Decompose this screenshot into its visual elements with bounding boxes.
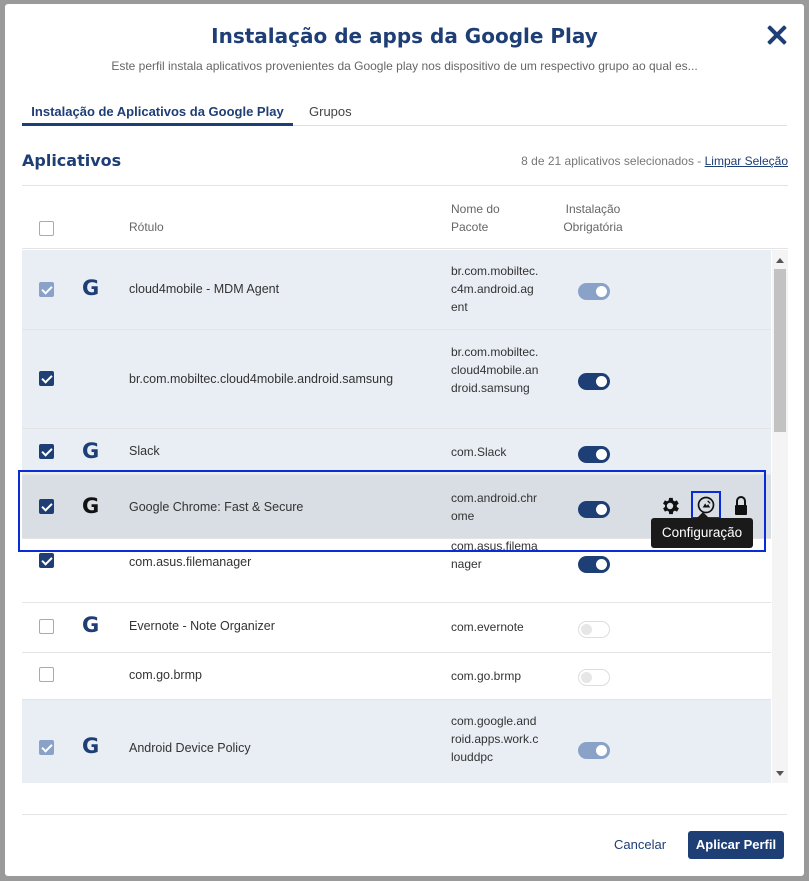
- row-checkbox[interactable]: [39, 619, 54, 634]
- app-package: com.evernote: [451, 620, 524, 634]
- select-all-checkbox[interactable]: [39, 221, 54, 236]
- mandatory-toggle[interactable]: [578, 621, 610, 638]
- scroll-down-icon[interactable]: [776, 771, 784, 776]
- google-icon: G: [82, 613, 100, 637]
- row-checkbox[interactable]: [39, 282, 54, 297]
- app-label: com.asus.filemanager: [129, 555, 252, 569]
- google-icon: G: [82, 494, 100, 518]
- header-mandatory: Instalação Obrigatória: [563, 202, 623, 234]
- app-label: Google Chrome: Fast & Secure: [129, 500, 304, 514]
- selection-info: [521, 154, 788, 168]
- table-row[interactable]: [22, 603, 771, 653]
- scroll-up-icon[interactable]: [776, 258, 784, 263]
- row-checkbox[interactable]: [39, 444, 54, 459]
- table-row[interactable]: [22, 653, 771, 700]
- modal-title: Instalação de apps da Google Play: [211, 24, 598, 48]
- mandatory-toggle[interactable]: [578, 446, 610, 463]
- selection-count: 8 de 21 aplicativos selecionados -: [521, 154, 705, 168]
- row-checkbox[interactable]: [39, 499, 54, 514]
- cancel-button[interactable]: Cancelar: [614, 837, 667, 852]
- app-label: com.go.brmp: [129, 668, 202, 682]
- table-row[interactable]: [22, 330, 771, 429]
- tab-groups[interactable]: Grupos: [309, 104, 352, 119]
- header-package: Nome do Pacote: [451, 202, 500, 234]
- close-icon[interactable]: [764, 22, 790, 48]
- app-label: br.com.mobiltec.cloud4mobile.android.samsung: [129, 372, 394, 386]
- mandatory-toggle[interactable]: [578, 742, 610, 759]
- app-package: com.go.brmp: [451, 669, 522, 683]
- app-package: com.asus.filemanager: [451, 539, 538, 571]
- app-package: com.Slack: [451, 445, 507, 459]
- mandatory-toggle[interactable]: [578, 283, 610, 300]
- tooltip: Configuração: [651, 518, 753, 548]
- mandatory-toggle[interactable]: [578, 501, 610, 518]
- profile-modal: [5, 4, 804, 876]
- mandatory-toggle[interactable]: [578, 556, 610, 573]
- section-title: Aplicativos: [22, 151, 122, 170]
- modal-subtitle: Este perfil instala aplicativos provenientes da Google play nos dispositivo de um respectivo grupo ao qual es...: [111, 59, 698, 73]
- row-checkbox[interactable]: [39, 553, 54, 568]
- app-package: br.com.mobiltec.cloud4mobile.android.samsung: [451, 345, 539, 395]
- table-row[interactable]: [22, 700, 771, 783]
- app-label: Slack: [129, 444, 160, 458]
- google-icon: G: [82, 439, 100, 463]
- mandatory-toggle[interactable]: [578, 669, 610, 686]
- table-body: [22, 250, 788, 783]
- google-icon: G: [82, 276, 100, 300]
- tabs: [22, 92, 787, 126]
- row-checkbox[interactable]: [39, 667, 54, 682]
- header-label: Rótulo: [129, 220, 164, 234]
- app-package: com.android.chrome: [451, 491, 538, 523]
- app-label: Android Device Policy: [129, 741, 251, 755]
- table-header: [22, 186, 788, 249]
- apply-profile-button[interactable]: Aplicar Perfil: [688, 831, 784, 859]
- app-package: br.com.mobiltec.c4m.android.agent: [451, 264, 539, 314]
- app-label: cloud4mobile - MDM Agent: [129, 282, 280, 296]
- google-icon: G: [82, 734, 100, 758]
- tab-google-play-apps[interactable]: Instalação de Aplicativos da Google Play: [22, 92, 293, 126]
- table-row[interactable]: [22, 250, 771, 330]
- app-label: Evernote - Note Organizer: [129, 619, 275, 633]
- row-checkbox[interactable]: [39, 740, 54, 755]
- footer-divider: [22, 814, 787, 815]
- row-checkbox[interactable]: [39, 371, 54, 386]
- app-package: com.google.android.apps.work.clouddpc: [451, 714, 539, 764]
- apps-table: [22, 185, 788, 782]
- table-row[interactable]: [22, 539, 771, 603]
- mandatory-toggle[interactable]: [578, 373, 610, 390]
- table-row[interactable]: [22, 429, 771, 475]
- scroll-thumb[interactable]: [774, 269, 786, 432]
- clear-selection-link[interactable]: Limpar Seleção: [704, 154, 788, 168]
